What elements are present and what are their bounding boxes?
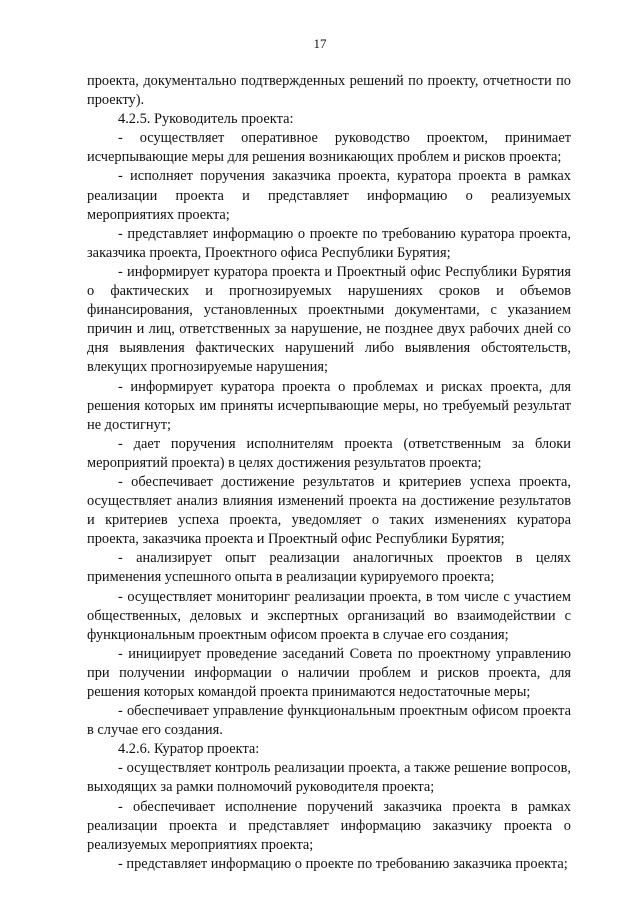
document-body [87,72,571,874]
list-item: - информирует куратора проекта о проблемах и рисках проекта, для решения которых им приняты исчерпывающие меры, но требуемый результат не достигнут; [87,378,571,433]
section-heading: 4.2.5. Руководитель проекта: [118,111,294,128]
list-item: - осуществляет контроль реализации проекта, а также решение вопросов, выходящих за рамки полномочий руководителя проекта; [87,760,571,796]
list-item: - анализирует опыт реализации аналогичных проектов в целях применения успешного опыта в реализации курируемого проекта; [87,550,571,586]
list-item: - исполняет поручения заказчика проекта, куратора проекта в рамках реализации проекта и представляет информацию о реализуемых мероприятиях проекта; [87,168,571,223]
list-item: - обеспечивает исполнение поручений заказчика проекта в рамках реализации проекта и представляет информацию заказчику проекта о реализуемых мероприятиях проекта; [87,798,571,853]
page-number: 17 [313,36,327,51]
list-item: - обеспечивает управление функциональным проектным офисом проекта в случае его создания. [87,703,571,739]
section-heading: 4.2.6. Куратор проекта: [118,741,260,758]
list-item: - представляет информацию о проекте по требованию заказчика проекта; [118,855,568,872]
list-item: - осуществляет оперативное руководство проектом, принимает исчерпывающие меры для решения возникающих проблем и рисков проекта; [87,130,571,166]
paragraph: проекта, документально подтвержденных решений по проекту, отчетности по проекту). [87,73,571,109]
list-item: - инициирует проведение заседаний Совета по проектному управлению при получении информации о наличии проблем и рисков проекта, для решения которых командой проекта принимаются недостаточные меры; [87,645,571,700]
list-item: - обеспечивает достижение результатов и критериев успеха проекта, осуществляет анализ влияния изменений проекта на достижение результатов и критериев успеха проекта, уведомляет о таких изменениях куратора проекта, заказчика проекта и Проектный офис Республики Бурятия; [87,473,571,548]
list-item: - представляет информацию о проекте по требованию куратора проекта, заказчика проекта, Проектного офиса Республики Бурятия; [87,225,571,261]
list-item: - дает поручения исполнителям проекта (ответственным за блоки мероприятий проекта) в целях достижения результатов проекта; [87,435,571,471]
list-item: - осуществляет мониторинг реализации проекта, в том числе с участием общественных, деловых и экспертных организаций во взаимодействии с функциональным проектным офисом проекта в случае его создания; [87,588,571,643]
list-item: - информирует куратора проекта и Проектный офис Республики Бурятия о фактических и прогнозируемых нарушениях сроков и объемов финансирования, установленных проектными документами, с указанием причин и лиц, ответственных за нарушение, не позднее двух рабочих дней со дня выявления фактических нарушений либо выявления обстоятельств, влекущих прогнозируемые нарушения; [87,263,571,376]
